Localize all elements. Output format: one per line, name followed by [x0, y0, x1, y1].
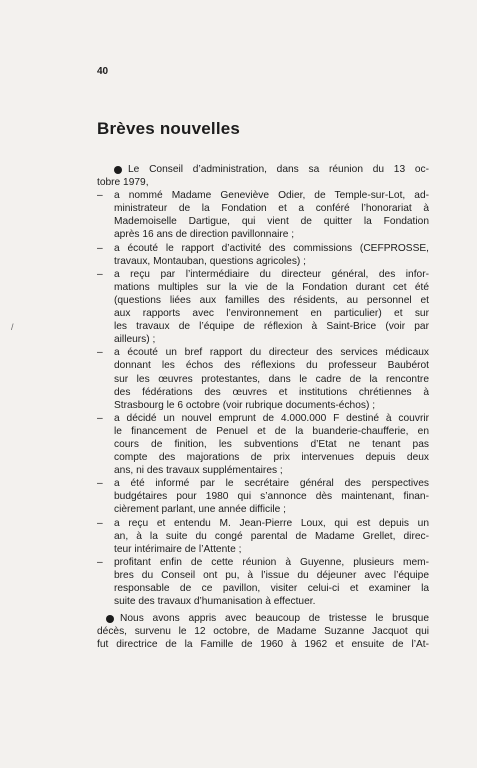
text-line: cours de finition, les subventions d’Etat ne tenant pas [114, 438, 429, 450]
list-item [97, 242, 429, 268]
list-item [97, 268, 429, 347]
dash-marker: – [97, 347, 103, 359]
dash-marker: – [97, 478, 103, 490]
text-line: cièrement parlant, une année difficile ; [114, 504, 286, 516]
text-line: ministrateur de la Fondation et a conféré l’honorariat à [114, 203, 429, 215]
text-line: mations multiples sur la vie de la Fondation durant cet été [114, 281, 429, 293]
text-line: a reçu et entendu M. Jean-Pierre Loux, qui est depuis un [114, 517, 429, 529]
list-item [97, 189, 429, 241]
text-line: donnant les échos des réflexions du professeur Baubérot [114, 360, 429, 372]
text-line: décès, survenu le 12 octobre, de Madame Suzanne Jacquot qui [97, 626, 429, 638]
text-line: sur les œuvres protestantes, dans le cadre de la rencontre [114, 373, 429, 385]
text-line: ans, ni des travaux supplémentaires ; [114, 465, 283, 477]
list-item [97, 517, 429, 556]
text-line: (questions liées aux familles des résidents, au personnel et [114, 294, 429, 306]
text-line: bres du Conseil ont pu, à l’issue du déjeuner avec l’équipe [114, 569, 429, 581]
section-heading: Brèves nouvelles [97, 119, 241, 138]
text-line: an, à la suite du congé parental de Madame Grellet, direc- [114, 530, 429, 542]
text-line: les travaux de l’équipe de réflexion à Saint-Brice (voir par [114, 321, 429, 333]
text-line: responsable de ce pavillon, visiter celui-ci et examiner la [114, 583, 429, 594]
list-item [97, 346, 429, 411]
text-line: aux rapports avec l’environnement en particulier) et sur [114, 308, 429, 320]
dash-marker: – [97, 190, 103, 202]
text-line: a décidé un nouvel emprunt de 4.000.000 F destiné à couvrir [114, 412, 429, 424]
bullet-icon [106, 615, 114, 623]
text-line: profitant enfin de cette réunion à Guyenne, plusieurs mem- [114, 556, 429, 568]
text-line: des fédérations des œuvres et institutions chrétiennes à [114, 386, 429, 398]
text-line: suite des travaux d’humanisation à effectuer. [114, 596, 316, 608]
text-line: fut directrice de la Famille de 1960 à 1962 et ensuite de l’At- [97, 639, 429, 651]
text-line: ailleurs) ; [114, 334, 156, 346]
text-line: Nous avons appris avec beaucoup de tristesse le brusque [120, 613, 429, 624]
list-item [97, 477, 429, 516]
council-report-section [97, 163, 429, 608]
text-line: tobre 1979, [97, 177, 149, 189]
dash-marker: – [97, 556, 103, 568]
text-line: le financement de Penuel et de la buanderie-chaufferie, en [114, 425, 429, 437]
list-item [97, 556, 429, 608]
page-number: 40 [97, 66, 109, 77]
text-line: Strasbourg le 6 octobre (voir rubrique documents-échos) ; [114, 399, 376, 411]
text-line: travaux, Montauban, questions agricoles) ; [114, 255, 306, 267]
bullet-icon [114, 166, 122, 174]
dash-marker: – [97, 517, 103, 529]
text-line: a été informé par le secrétaire général des perspectives [114, 478, 429, 490]
obituary-paragraph [97, 612, 429, 651]
text-line: Le Conseil d’administration, dans sa réunion du 13 oc- [128, 164, 429, 175]
list-item [97, 412, 429, 477]
dash-marker: – [97, 412, 103, 424]
text-line: compte des majorations de prix intervenues depuis deux [114, 452, 429, 464]
dash-marker: – [97, 268, 103, 280]
text-line: a reçu par l’intermédiaire du directeur général, des infor- [114, 268, 429, 280]
dash-marker: – [97, 242, 103, 254]
text-line: a nommé Madame Geneviève Odier, de Temple-sur-Lot, ad- [114, 190, 429, 202]
text-line: Mademoiselle Dartigue, qui vient de quitter la Fondation [114, 216, 429, 228]
text-line: après 16 ans de direction pavillonnaire ; [114, 229, 295, 241]
text-line: teur intérimaire de l’Attente ; [114, 543, 242, 555]
text-line: budgétaires pour 1980 qui s’annonce dès maintenant, finan- [114, 491, 429, 503]
text-line: a écouté un bref rapport du directeur des services médicaux [114, 347, 429, 359]
margin-mark: / [11, 322, 14, 332]
text-line: a écouté le rapport d’activité des commissions (CEFPROSSE, [114, 242, 429, 254]
